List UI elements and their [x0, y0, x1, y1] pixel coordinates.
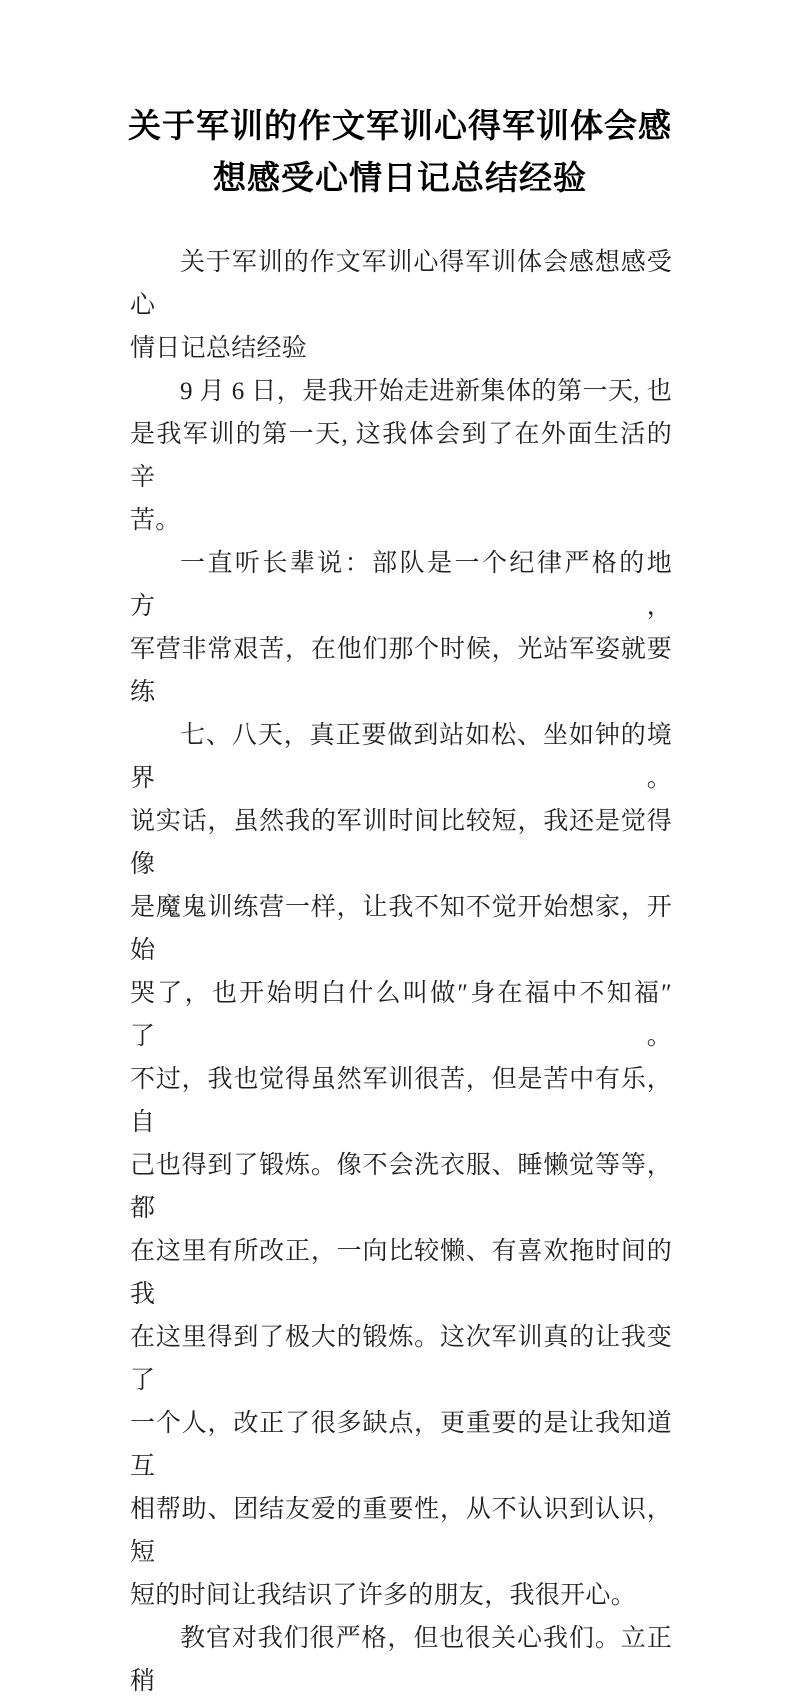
body-line: 在这里得到了极大的锻炼。这次军训真的让我变了 [130, 1324, 672, 1394]
body-line: 哭了，也开始明白什么叫做″身在福中不知福″了。 [130, 980, 672, 1050]
body-line: 情日记总结经验 [130, 335, 308, 362]
body-line: 关于军训的作文军训心得军训体会感想感受心 [130, 249, 672, 319]
document-title-line-1: 关于军训的作文军训心得军训体会感 [128, 107, 672, 144]
body-line: 是魔鬼训练营一样，让我不知不觉开始想家，开始 [130, 894, 672, 964]
document-title [0, 0, 800, 204]
body-line: 相帮助、团结友爱的重要性，从不认识到认识，短 [130, 1496, 672, 1566]
body-line: 己也得到了锻炼。像不会洗衣服、睡懒觉等等，都 [130, 1152, 672, 1222]
body-line: 不过，我也觉得虽然军训很苦，但是苦中有乐，自 [130, 1066, 672, 1136]
body-line: 一直听长辈说：部队是一个纪律严格的地方， [130, 550, 672, 620]
body-line: 七、八天，真正要做到站如松、坐如钟的境界。 [130, 722, 672, 792]
body-line: 9 月 6 日，是我开始走进新集体的第一天, 也 [180, 378, 672, 405]
body-line: 在这里有所改正，一向比较懒、有喜欢拖时间的我 [130, 1238, 672, 1308]
document-body [130, 241, 672, 1703]
document-title-line-2: 想感受心情日记总结经验 [213, 159, 587, 196]
body-line: 教官对我们很严格，但也很关心我们。立正稍 [130, 1625, 672, 1695]
body-line: 是我军训的第一天, 这我体会到了在外面生活的辛 [130, 421, 672, 491]
body-line: 苦。 [130, 507, 181, 534]
body-line: 军营非常艰苦，在他们那个时候，光站军姿就要练 [130, 636, 672, 706]
body-line: 短的时间让我结识了许多的朋友，我很开心。 [130, 1582, 637, 1609]
body-line: 说实话，虽然我的军训时间比较短，我还是觉得像 [130, 808, 672, 878]
body-line: 一个人，改正了很多缺点，更重要的是让我知道互 [130, 1410, 672, 1480]
